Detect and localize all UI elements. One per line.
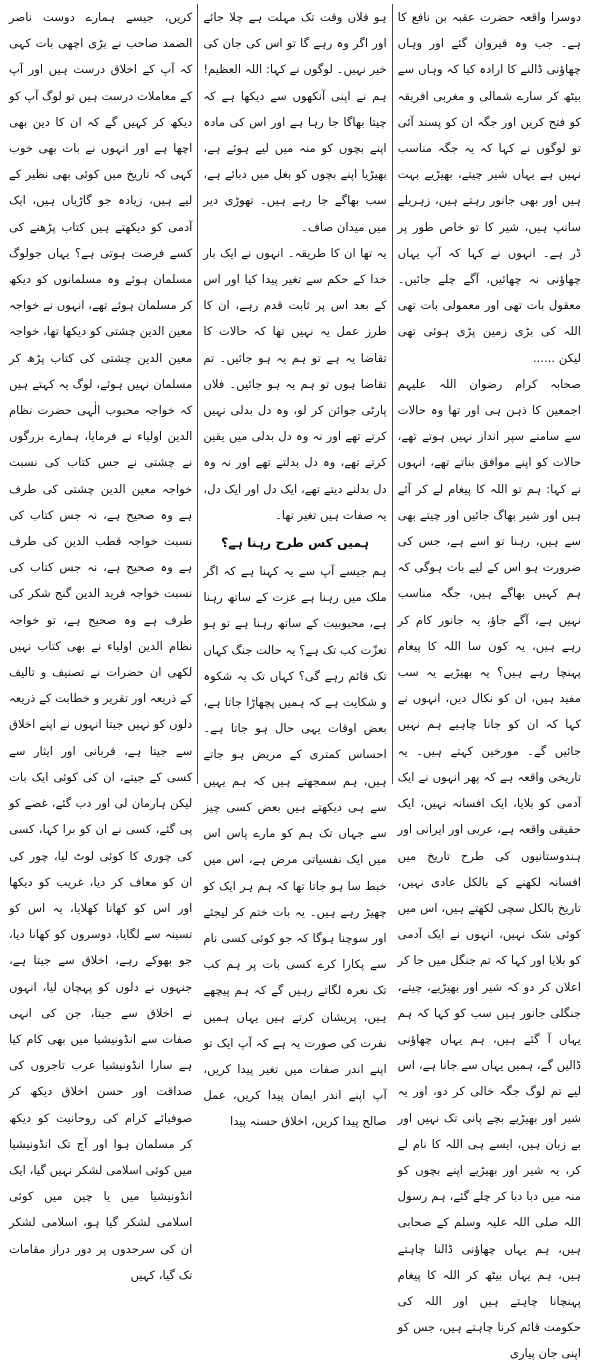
column-middle xyxy=(200,4,389,1129)
column-divider xyxy=(197,4,198,784)
paragraph-how-to-live: ہم جیسے آپ سے یہ کہنا ہے کہ اگر ملک میں رہنا ہے عزت کے ساتھ رہنا ہے، محبوبیت کے ساتھ رہنا ہے تو ہو تعزّت کب تک ہے؟ یہ حالت جنگ کہاں تک قائم رہے گی؟ کہاں تک یہ شکوہ و شکایت ہے کہ ہمیں پچھاڑا جاتا ہے، بعض اوقات یہی حال ہو جاتا ہے۔ احساس کمتری کے مریض ہو جاتے ہیں، ہم سمجھتے ہیں کہ ہم یہیں سے ہی دیکھتے ہیں بعض کسی چیز سے جہاں تک ہم کو مارے پاس اس میں ایک نفسیاتی مرض ہے، اس میں خبط سا ہو جاتا تھا کہ ہم ہر ایک کو چھیڑ رہے ہیں۔ یہ بات ختم کر لیجئے اور سوچنا ہوگا کہ جو کوئی کسی نام سے پکارا کرے کسی بات پر ہم کب تک نعرہ لگاتے رہیں گے کہ ہم پیچھے ہیں، پریشان کرتے ہیں یہاں ہمیں نفرت کی صورت یہ ہے کہ آپ ایک تو اپنے اندر صفات میں تغیر پیدا کریں، آپ اپنے اندر ایمان پیدا کریں، عمل صالح پیدا کریں، اخلاق حسنہ پیدا xyxy=(203,564,387,1129)
column-right xyxy=(395,4,584,1361)
column-divider xyxy=(392,4,393,784)
paragraph-morals-and-sufis: کریں، جیسے ہمارے دوست ناصر الصمد صاحب نے بڑی اچھی بات کہی کہ آپ کے اخلاق درست ہیں اور آپ کے معاملات درست ہیں تو لوگ آپ کو دیکھ کر کہیں گے کہ ان کا دین بھی اچھا ہے اور انہوں نے بات بھی خوب کہی کہ تاریخ میں کوئی بھی نظیر کے لیے ہیں، زیادہ جو گاڑیاں ہیں، ایک آدمی کو دیکھتے ہیں کتاب پڑھنے کی کسے فرصت ہوتی ہے؟ یہاں جولوگ مسلمان ہوئے وہ مسلمانوں کو دیکھ کر مسلمان ہوئے تھے، انہوں نے خواجہ معین الدین چشتی کو دیکھا تھا، خواجہ معین الدین چشتی کی کتاب پڑھ کر مسلمان نہیں ہوئے، لوگ یہ کہتے ہیں کہ خواجہ محبوب الٰہی حضرت نظام الدین اولیاء نے فرمایا، ہمارے بزرگوں نے چشتی نے جس کتاب کی نسبت خواجہ معین الدین چشتی کی طرف ہے وہ صحیح ہے، نہ جس کتاب کی نسبت خواجہ قطب الدین کی طرف ہے وہ صحیح ہے، نہ جس کتاب کی نسبت خواجہ فرید الدین گنج شکر کی طرف ہے وہ صحیح ہے، تو خواجہ نظام الدین اولیاء نے بھی کتاب نہیں لکھی ان حضرات نے تصنیف و تالیف کے ذریعہ اور تقریر و خطابت کے ذریعہ دلوں کو نہیں جیتا انہوں نے اپنے اخلاق سے جیتا ہے، قربانی اور ایثار سے کسی کے جیتے، ان کی کوئی ایک بات لیکن ہارمان لی اور دب گئے، غصے کو پی گئے، کسی نے ان کو برا کہا، کسی کی چوری کا کوئی لوٹ لیا، چور کی ان کو معاف کر دیا، غریب کو دیکھا اور اس کو کھانا کھلایا، یہ اس کو تسینہ سے لگایا، دوسروں کو کھانا دیا، جو بھوکے رہے، اخلاق سے جیتا ہے، جنہوں نے دلوں کو پہچان لیا، انہوں نے اخلاق سے جیتا، جن کی انہی صفات سے انڈونیشیا میں بھی کام کیا ہے سارا انڈونیشیا عرب تاجروں کی صداقت اور حسن اخلاق دیکھ کر صوفیائے کرام کی روحانیت کو دیکھ کر مسلمان ہوا اور آج تک انڈونیشیا میں کوئی اسلامی لشکر نہیں گیا، ایک انڈونیشیا میں یا چین میں کوئی اسلامی لشکر گیا ہو، اسلامی لشکر ان کی سرحدوں پر دور دراز مقامات تک گیا، کہیں xyxy=(9,10,193,1282)
section-heading: ہمیں کس طرح رہنا ہے؟ xyxy=(221,535,369,551)
paragraph-their-method: یہ تھا ان کا طریقہ۔ انہوں نے ایک بار خدا کے حکم سے تغیر پیدا کیا اور اس کے بعد اس پر ثابت قدم رہے، ان کا طرز عمل یہ نہیں تھا کہ حالات کا تقاضا یہ ہے تو ہم یہ ہو جائیں۔ تم تقاضا ہوں تو ہم یہ ہو جائیں۔ فلاں پارٹی جوائن کر لو، وہ دل بدلی نہیں کرتے تھے اور نہ وہ دل بدلی میں یقین کرتے تھے، وہ دل بدلتے تھے اور نہ وہ دل بدلنے دیتے تھے، ایک دل اور ایک دل، یہ صفات ہیں تغیر تھا۔ xyxy=(203,245,387,522)
paragraph-companions-mindset: صحابہ کرام رضوان اللہ علیہم اجمعین کا ذہن ہی اور تھا وہ حالات سے سامنے سپر انداز نہیں ہوتے تھے، حالات کو اپنے موافق بناتے تھے، انہوں نے کہا: ہم تو اللہ کا پیغام لے کر آئے ہیں اور شیر بھاگ جائیں اور چیتے بھی سے ہیں، رہنا تو اسے ہے، جس کی ضرورت ہو اس کے لیے بات ہوگی کہ ہم کہیں بھاگے ہیں، جگہ مناسب نہیں ہے، آگے جاؤ، یہ جانور کام کر رہے ہیں، یہ کون سا اللہ کا پیغام پہنچا رہے ہیں؟ یہ بھیڑیے یہ سب مفید ہیں، ان کو نکال دیں، انہوں نے کہا کہ ان کو جانا چاہیے ہم نہیں جائیں گے۔ مورخین کہتے ہیں۔ یہ تاریخی واقعہ ہے کہ پھر انہوں نے ایک آدمی کو بلایا، ایک افسانہ نہیں، ایک حقیقی واقعہ ہے، عربی اور ایرانی اور ہندوستانیوں کی طرح تاریخ میں افسانہ لکھنے کے بالکل عادی نہیں، تاریخ بالکل سچی لکھتے ہیں، اس میں کوئی شک نہیں، انہوں نے ایک آدمی کو بلایا اور کہا کہ تم جنگل میں جا کر اعلان کر دو کہ شیر اور بھیڑیے، چیتے، جنگلی جانور ہیں سب کو کہا کہ ہم یہاں آ گئے ہیں، ہم یہاں چھاؤنی ڈالیں گے، ہمیں یہاں سے جانا ہے، اس لیے تم لوگ جگہ خالی کر دو، اور یہ شیر اور بھیڑیے بچے پانی تک نہیں اور بے زبان ہیں، ایسے ہی اللہ کا نام لے کر، یہ شیر اور بھیڑیے اپنے بچوں کو منہ میں دبا دبا کر چلے گئے، ہم رسول اللہ صلی اللہ علیہ وسلم کے صحابی ہیں، ہم یہاں چھاؤنی ڈالنا چاہتے ہیں، ہم یہاں بیٹھ کر اللہ کا پیغام پہنچانا چاہتے ہیں اور اللہ کی حکومت قائم کرنا چاہتے ہیں، جس کو اپنی جان پیاری xyxy=(397,376,581,1361)
column-left xyxy=(6,4,195,1282)
paragraph-qayrawan-story: دوسرا واقعہ حضرت عقبہ بن نافع کا ہے۔ جب وہ قیروان گئے اور وہاں چھاؤنی ڈالنے کا ارادہ کیا کہ وہاں سے بیٹھ کر سارے شمالی و مغربی افریقہ کو فتح کریں اور جگہ ان کو پسند آئی تو لوگوں نے کہا کہ یہ جگہ مناسب نہیں ہے یہاں شیر چیتے، بھیڑیے بہت ہیں اور بھی جانور رہتے ہیں، زہریلے سانپ ہیں، شیر کا تو خاص طور پر ڈر ہے۔ انہوں نے کہا کہ آپ یہاں چھاؤنی نہ چھائیں، آگے چلے جائیں۔ معقول بات تھی اور معمولی بات تھی اللہ کی بڑی زمین پڑی ہوئی تھی لیکن ...... xyxy=(397,10,581,365)
paragraph-animals-left: ہو فلاں وقت تک مہلت ہے چلا جائے اور اگر وہ رہے گا تو اس کی جان کی خیر نہیں۔ لوگوں نے کہا: اللہ العظیم! ہم نے اپنی آنکھوں سے دیکھا ہے کہ چیتا بھاگا جا رہا ہے اور اس کی مادہ اپنے بچوں کو منہ میں لیے ہوئے ہے، بھیڑیا اپنے بچوں کو بغل میں دبائے ہے، سب بھاگے جا رہے ہیں۔ تھوڑی دیر میں میدان صاف۔ xyxy=(203,10,387,234)
